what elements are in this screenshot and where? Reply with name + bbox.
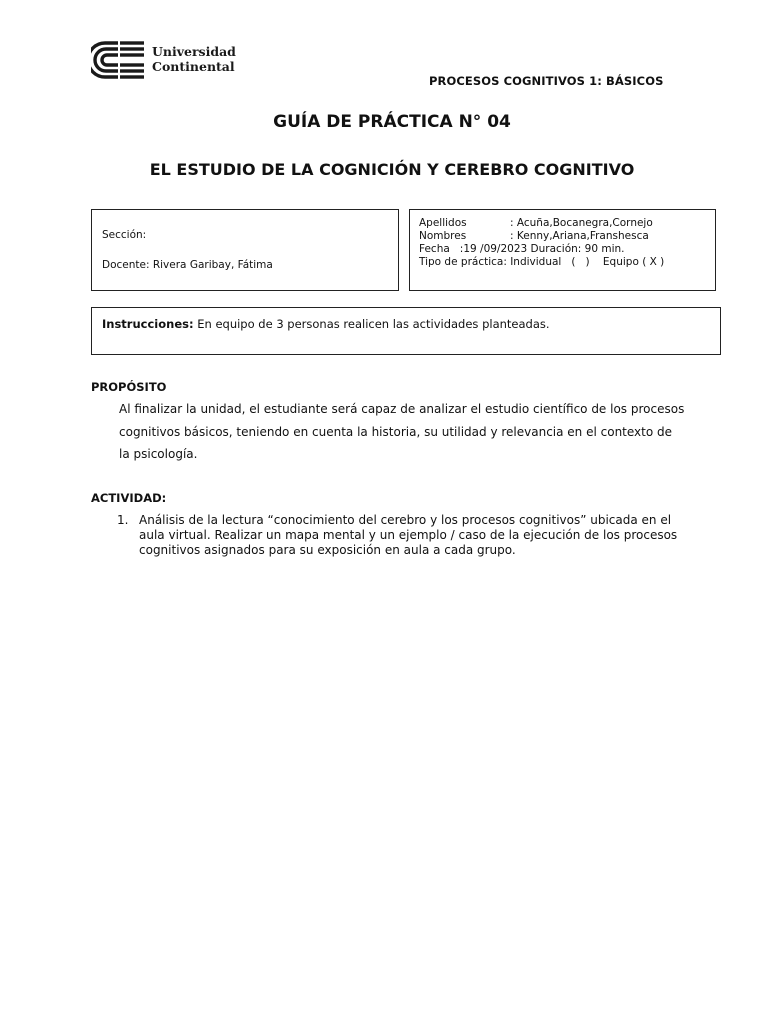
names-value: : Kenny,Ariana,Franshesca bbox=[510, 230, 649, 242]
names-label: Nombres bbox=[419, 230, 467, 242]
university-name-line1: Universidad bbox=[152, 44, 236, 59]
activity-line: Análisis de la lectura “conocimiento del cerebro y los procesos cognitivos” ubicada en el bbox=[139, 513, 672, 527]
university-logo-icon bbox=[91, 41, 145, 79]
instructions-text: En equipo de 3 personas realicen las actividades planteadas. bbox=[193, 317, 550, 331]
practice-type-row: Tipo de práctica: Individual ( ) Equipo ( X ) bbox=[419, 256, 665, 268]
course-name: PROCESOS COGNITIVOS 1: BÁSICOS bbox=[429, 74, 664, 88]
university-logo bbox=[91, 40, 251, 82]
purpose-line: cognitivos básicos, teniendo en cuenta la historia, su utilidad y relevancia en el contexto de bbox=[119, 424, 673, 439]
teacher-name: Docente: Rivera Garibay, Fátima bbox=[102, 259, 273, 271]
instructions-box bbox=[91, 307, 721, 355]
purpose-heading: PROPÓSITO bbox=[91, 380, 167, 394]
instructions bbox=[102, 317, 550, 331]
activity-item-text bbox=[139, 513, 701, 558]
university-name-line2: Continental bbox=[152, 59, 235, 74]
instructions-label: Instrucciones: bbox=[102, 317, 194, 331]
university-name bbox=[152, 44, 236, 74]
purpose-line: Al finalizar la unidad, el estudiante será capaz de analizar el estudio científico de los procesos bbox=[119, 402, 685, 416]
activity-line: aula virtual. Realizar un mapa mental y un ejemplo / caso de la ejecución de los procesos bbox=[139, 528, 678, 542]
surnames-label: Apellidos bbox=[419, 217, 467, 229]
surnames-row bbox=[419, 217, 653, 230]
date-duration-row: Fecha :19 /09/2023 Duración: 90 min. bbox=[419, 243, 625, 255]
course-info-box bbox=[91, 209, 399, 291]
purpose-paragraph bbox=[119, 398, 699, 466]
surnames-value: : Acuña,Bocanegra,Cornejo bbox=[510, 217, 653, 229]
activity-line: cognitivos asignados para su exposición en aula a cada grupo. bbox=[139, 543, 516, 557]
activity-heading: ACTIVIDAD: bbox=[91, 491, 167, 505]
purpose-line: la psicología. bbox=[119, 447, 198, 461]
activity-item-number: 1. bbox=[117, 513, 129, 527]
names-row bbox=[419, 230, 649, 243]
section-label: Sección: bbox=[102, 229, 147, 241]
student-info-box bbox=[409, 209, 716, 291]
document-title: EL ESTUDIO DE LA COGNICIÓN Y CEREBRO COGNITIVO bbox=[149, 160, 635, 179]
guide-title: GUÍA DE PRÁCTICA N° 04 bbox=[273, 112, 511, 132]
